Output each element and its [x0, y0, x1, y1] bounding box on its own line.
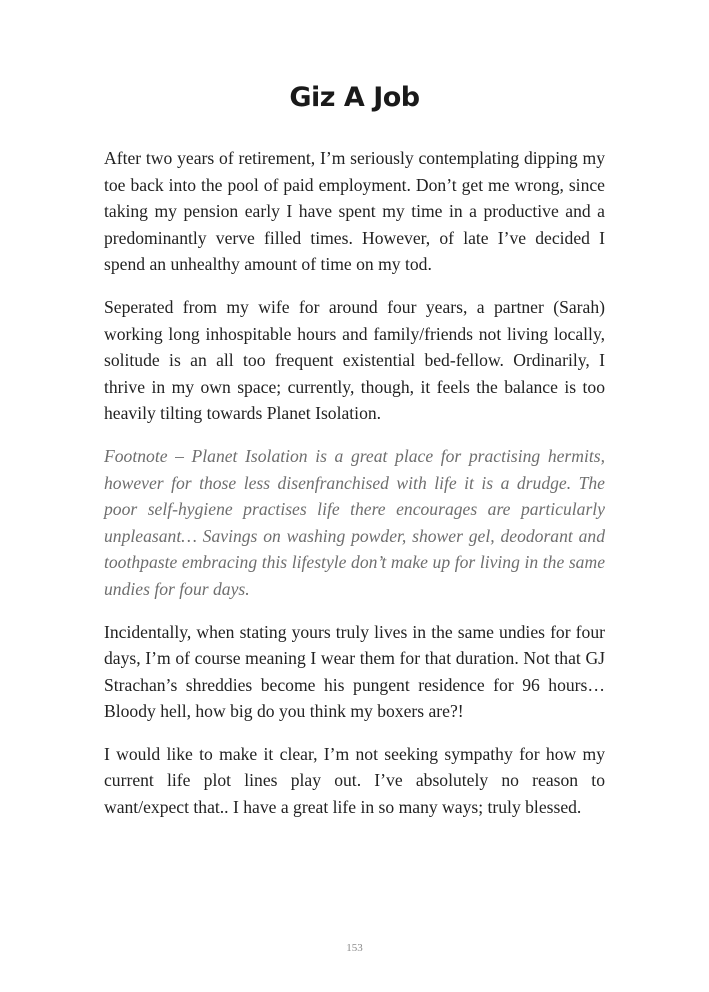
- page-number: 153: [346, 942, 363, 954]
- paragraph-separation: Seperated from my wife for around four years, a partner (Sarah) working long inhospitable hours and family/friends not living locally, solitude is an all too frequent existential bed-fellow. Ordinarily, I thrive in my own space; currently, though, it feels the balance is too heavily tilting towards Planet Isolation.: [104, 296, 605, 424]
- paragraph-sympathy: I would like to make it clear, I’m not seeking sympathy for how my current life plot lines play out. I’ve absolutely no reason to want/expect that.. I have a great life in so many ways; truly blessed.: [104, 743, 605, 818]
- page-title: Giz A Job: [289, 82, 420, 113]
- paragraph-retirement: After two years of retirement, I’m seriously contemplating dipping my toe back into the pool of paid employment. Don’t get me wrong, since taking my pension early I have spent my time in a productive and a predominantly verve filled times. However, of late I’ve decided I spend an unhealthy amount of time on my tod.: [104, 148, 605, 275]
- footnote-paragraph: Footnote – Planet Isolation is a great place for practising hermits, however for those less disenfranchised with life it is a drudge. The poor self-hygiene practises life there encourages are particularly unpleasant… Savings on washing powder, shower gel, deodorant and toothpaste embracing this lifestyle don’t make up for living in the same undies for four days.: [104, 445, 605, 599]
- body-text: [104, 145, 605, 837]
- paragraph-undies: Incidentally, when stating yours truly lives in the same undies for four days, I’m of course meaning I wear them for that duration. Not that GJ Strachan’s shreddies become his pungent residence for 96 hours… Bloody hell, how big do you think my boxers are?!: [104, 621, 605, 722]
